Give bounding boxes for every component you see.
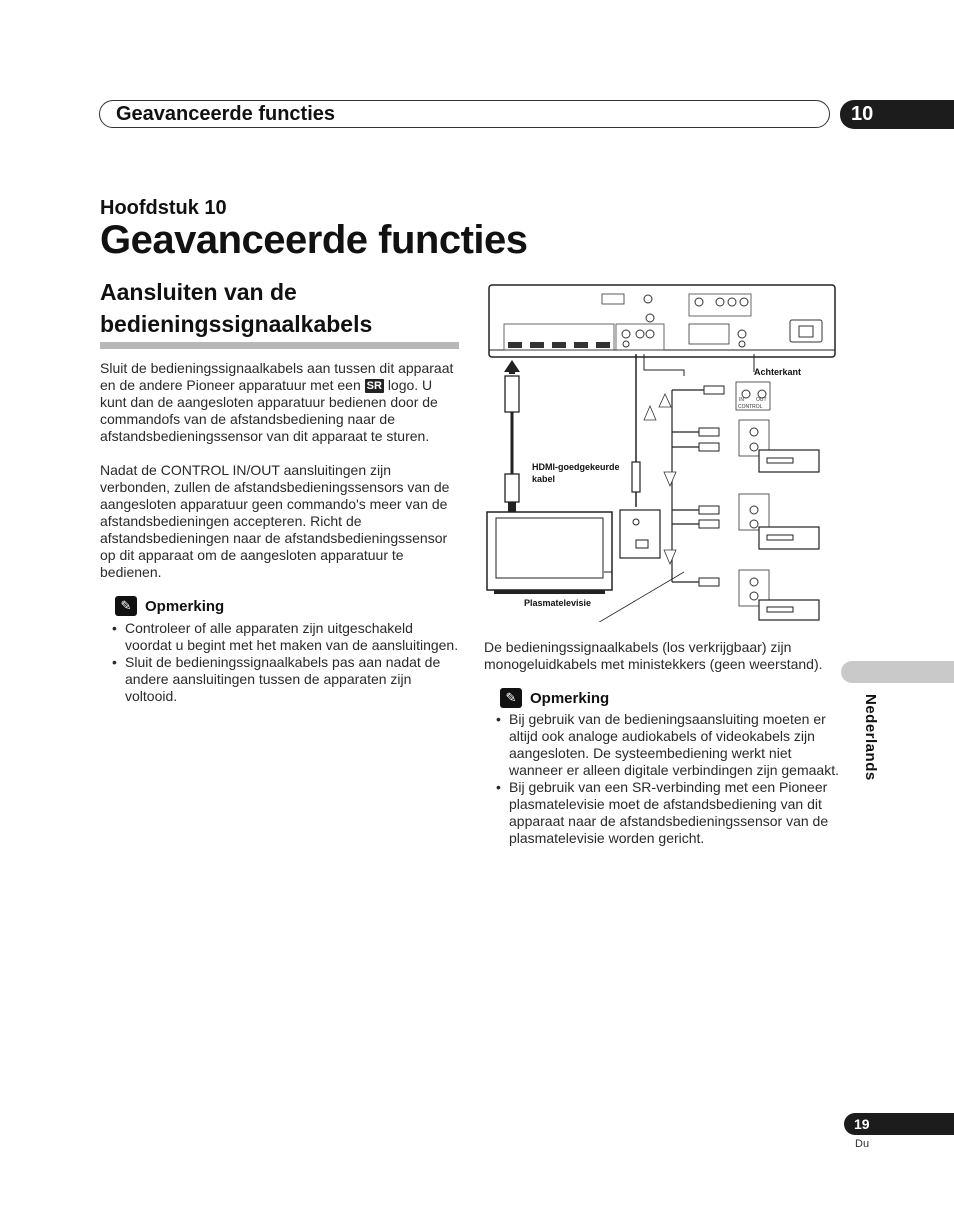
connection-diagram (484, 282, 840, 622)
diagram-caption: De bedieningssignaalkabels (los verkrijgbaar) zijn monogeluidkabels met ministekkers (geen weerstand). (484, 639, 823, 672)
chapter-label: Hoofdstuk 10 (100, 197, 227, 219)
header-chapter-number: 10 (851, 103, 874, 125)
note-1-heading (115, 596, 224, 616)
language-side-tab (841, 661, 954, 683)
note-1-title: Opmerking (145, 597, 225, 615)
rear-out-label: OUT (756, 397, 767, 403)
page-number: 19 (854, 1116, 870, 1132)
paragraph-1-start: Sluit de bedieningssignaalkabels aan tussen dit apparaat en de andere Pioneer apparatuur met een (100, 360, 454, 393)
rear-jack-cable (672, 386, 724, 394)
rear-control-label: CONTROL (738, 404, 763, 410)
language-side-label: Nederlands (862, 694, 879, 781)
rear-panel (489, 285, 835, 357)
note-2-list (493, 711, 843, 847)
hdmi-label-line-1: HDMI-goedgekeurde (532, 462, 620, 472)
chapter-title: Geavanceerde functies (100, 218, 528, 262)
hdmi-cable (504, 360, 520, 512)
note-2-heading (500, 688, 609, 708)
connected-unit-2 (672, 494, 819, 549)
connected-unit-3 (672, 570, 819, 620)
list-item: • Sluit de bedieningssignaalkabels pas aan nadat de andere aansluitingen tussen de apparaten zijn voltooid. (109, 654, 461, 705)
header-title: Geavanceerde functies (116, 103, 335, 125)
page-number-badge (844, 1113, 954, 1135)
header-chapter-badge (840, 100, 954, 129)
section-paragraph-2: Nadat de CONTROL IN/OUT aansluitingen zijn verbonden, zullen de afstandsbedieningssensors van de aangesloten apparatuur geen commando's meer van de afstandsbedieningen accepteren. Richt de afstandsbedieningen naar de afstandsbedieningssensor op dit apparaat om de aangesloten apparatuur te bedienen. (100, 462, 450, 580)
list-item: • Controleer of alle apparaten zijn uitgeschakeld voordat u begint met het maken van de aansluitingen. (109, 620, 461, 654)
tv-label: Plasmatelevisie (524, 598, 592, 608)
connected-unit-1 (672, 420, 819, 472)
plasma-tv (487, 510, 660, 608)
pencil-icon: ✎ (115, 596, 137, 616)
paragraph-1-end: logo. U kunt dan de aangesloten apparatuur bedienen door de commandofs van de afstandsbediening naar de afstandsbedieningssensor van dit apparaat te sturen. (100, 377, 438, 444)
section-rule (100, 342, 459, 349)
list-item: • Bij gebruik van een SR-verbinding met een Pioneer plasmatelevisie moet de afstandsbediening van dit apparaat naar de afstandsbedieningssensor van de plasmatelevisie worden gericht. (493, 779, 843, 847)
hdmi-label-line-2: kabel (532, 474, 556, 484)
rear-in-label: IN (739, 397, 744, 403)
list-item: • Bij gebruik van de bedieningsaansluiting moeten er altijd ook analoge audiokabels of videokabels zijn aangesloten. De systeembediening werkt niet wanneer er alleen digitale verbindingen zijn gemaakt. (493, 711, 843, 779)
rear-control-jacks (736, 367, 801, 410)
section-paragraph-1 (100, 360, 458, 445)
pencil-icon: ✎ (500, 688, 522, 708)
section-title: Aansluiten van de bedieningssignaalkabels (100, 279, 373, 337)
note-1-list (109, 620, 461, 705)
rear-label: Achterkant (754, 367, 802, 377)
control-cable (632, 354, 754, 507)
note-2-title: Opmerking (530, 689, 610, 707)
sr-logo-icon: SR (366, 380, 382, 392)
page-language-code: Du (855, 1138, 870, 1150)
